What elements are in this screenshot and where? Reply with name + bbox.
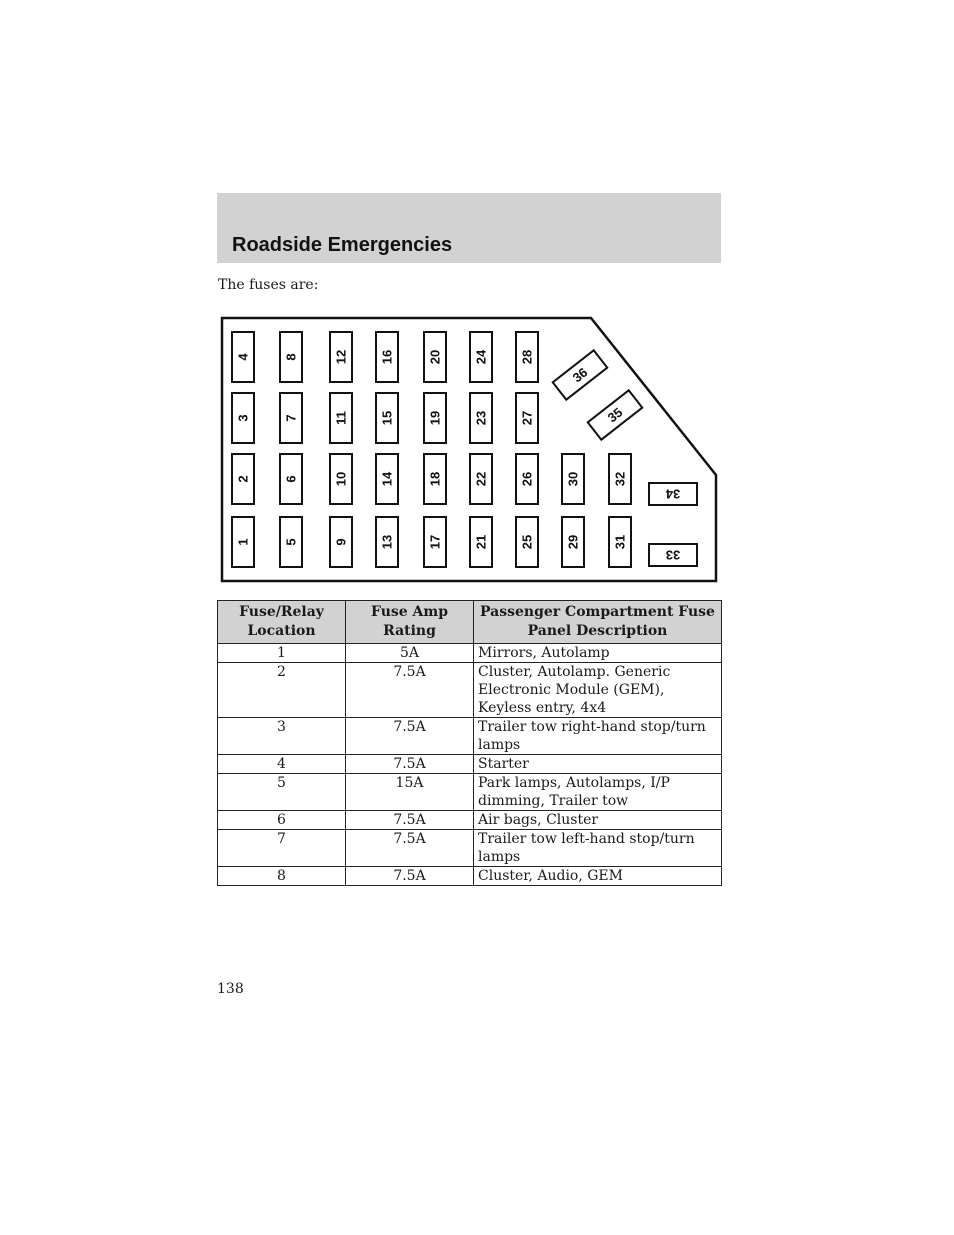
cell-description: Starter — [474, 755, 722, 774]
fuse-slot — [516, 517, 538, 567]
fuse-slot — [376, 517, 398, 567]
table-header-row — [218, 601, 722, 644]
fuse-slot — [280, 517, 302, 567]
fuse-label: 26 — [519, 471, 535, 487]
fuse-label: 1 — [235, 538, 251, 546]
fuse-slot — [232, 332, 254, 382]
fuse-label: 25 — [519, 534, 535, 550]
fuse-label: 24 — [473, 349, 489, 365]
cell-rating: 7.5A — [346, 755, 474, 774]
fuse-slot — [330, 332, 352, 382]
intro-text: The fuses are: — [218, 277, 319, 293]
fuse-label: 14 — [379, 471, 395, 487]
fuse-slot — [424, 393, 446, 443]
fuse-slot — [232, 454, 254, 504]
relay-label: 35 — [604, 404, 626, 426]
fuse-table — [217, 600, 722, 886]
fuse-label: 5 — [283, 538, 299, 546]
fuse-slot — [280, 454, 302, 504]
fuse-label: 13 — [379, 534, 395, 550]
fuse-label: 7 — [283, 414, 299, 422]
fuse-label: 22 — [473, 471, 489, 487]
cell-location: 1 — [218, 644, 346, 663]
fuse-label: 28 — [519, 349, 535, 365]
fuse-label: 29 — [565, 534, 581, 550]
cell-location: 6 — [218, 811, 346, 830]
fuse-slot — [470, 517, 492, 567]
fuse-label: 17 — [427, 534, 443, 550]
cell-location: 5 — [218, 774, 346, 811]
cell-rating: 7.5A — [346, 718, 474, 755]
fuse-slot — [280, 393, 302, 443]
fuse-label: 8 — [283, 353, 299, 361]
fuse-label: 3 — [235, 414, 251, 422]
table-row — [218, 718, 722, 755]
section-header — [217, 193, 721, 263]
cell-rating: 7.5A — [346, 830, 474, 867]
cell-description: Trailer tow right-hand stop/turn lamps — [474, 718, 722, 755]
fuse-label: 2 — [235, 475, 251, 483]
fuse-label: 19 — [427, 410, 443, 426]
fuse-slot — [424, 454, 446, 504]
cell-description: Mirrors, Autolamp — [474, 644, 722, 663]
cell-location: 4 — [218, 755, 346, 774]
fuse-slot — [516, 393, 538, 443]
cell-description: Cluster, Autolamp. Generic Electronic Module (GEM), Keyless entry, 4x4 — [474, 663, 722, 718]
relay-label: 36 — [569, 364, 591, 386]
cell-location: 8 — [218, 867, 346, 886]
relay-slot — [649, 544, 697, 566]
fuse-label: 9 — [333, 538, 349, 546]
fuse-label: 16 — [379, 349, 395, 365]
fuse-label: 10 — [333, 471, 349, 487]
header-location: Fuse/Relay Location — [218, 601, 346, 644]
table-row — [218, 867, 722, 886]
fuse-label: 11 — [333, 411, 349, 425]
header-amp-rating: Fuse Amp Rating — [346, 601, 474, 644]
fuse-label: 32 — [612, 471, 628, 487]
fuse-slot — [232, 517, 254, 567]
cell-rating: 15A — [346, 774, 474, 811]
section-title: Roadside Emergencies — [232, 234, 453, 256]
fuse-slot — [470, 332, 492, 382]
fuse-slot — [424, 332, 446, 382]
fuse-slot — [232, 393, 254, 443]
fuse-label: 6 — [283, 475, 299, 483]
page-number: 138 — [217, 981, 244, 997]
fuse-slot — [330, 454, 352, 504]
fuse-panel-diagram — [220, 316, 720, 584]
fuse-label: 27 — [519, 410, 535, 426]
fuse-slot — [470, 454, 492, 504]
fuse-label: 21 — [473, 534, 489, 550]
header-description: Passenger Compartment Fuse Panel Description — [474, 601, 722, 644]
relay-label: 33 — [665, 547, 681, 563]
fuse-slot — [516, 332, 538, 382]
fuse-slot — [424, 517, 446, 567]
cell-location: 2 — [218, 663, 346, 718]
fuse-slot — [609, 517, 631, 567]
fuse-slot — [376, 393, 398, 443]
fuse-slot — [562, 454, 584, 504]
fuse-slot — [280, 332, 302, 382]
cell-description: Park lamps, Autolamps, I/P dimming, Trailer tow — [474, 774, 722, 811]
fuse-label: 20 — [427, 349, 443, 365]
cell-rating: 7.5A — [346, 867, 474, 886]
table-row — [218, 644, 722, 663]
fuse-label: 12 — [333, 349, 349, 365]
table-row — [218, 811, 722, 830]
fuse-slot — [330, 517, 352, 567]
fuse-slot — [330, 393, 352, 443]
cell-description: Air bags, Cluster — [474, 811, 722, 830]
fuse-label: 18 — [427, 471, 443, 487]
table-row — [218, 663, 722, 718]
fuse-slot — [470, 393, 492, 443]
cell-rating: 7.5A — [346, 663, 474, 718]
cell-location: 3 — [218, 718, 346, 755]
cell-description: Cluster, Audio, GEM — [474, 867, 722, 886]
cell-rating: 5A — [346, 644, 474, 663]
fuse-label: 15 — [379, 410, 395, 426]
fuse-label: 23 — [473, 410, 489, 426]
fuse-label: 31 — [612, 534, 628, 550]
fuse-slot — [516, 454, 538, 504]
table-row — [218, 755, 722, 774]
fuse-label: 30 — [565, 471, 581, 487]
fuse-label: 4 — [235, 353, 251, 361]
cell-description: Trailer tow left-hand stop/turn lamps — [474, 830, 722, 867]
relay-slot — [649, 483, 697, 505]
fuse-slot — [376, 454, 398, 504]
table-row — [218, 830, 722, 867]
fuse-slot — [609, 454, 631, 504]
fuse-slot — [562, 517, 584, 567]
cell-rating: 7.5A — [346, 811, 474, 830]
table-row — [218, 774, 722, 811]
relay-label: 34 — [665, 486, 681, 502]
fuse-panel-svg — [220, 316, 720, 584]
fuse-slot — [376, 332, 398, 382]
cell-location: 7 — [218, 830, 346, 867]
